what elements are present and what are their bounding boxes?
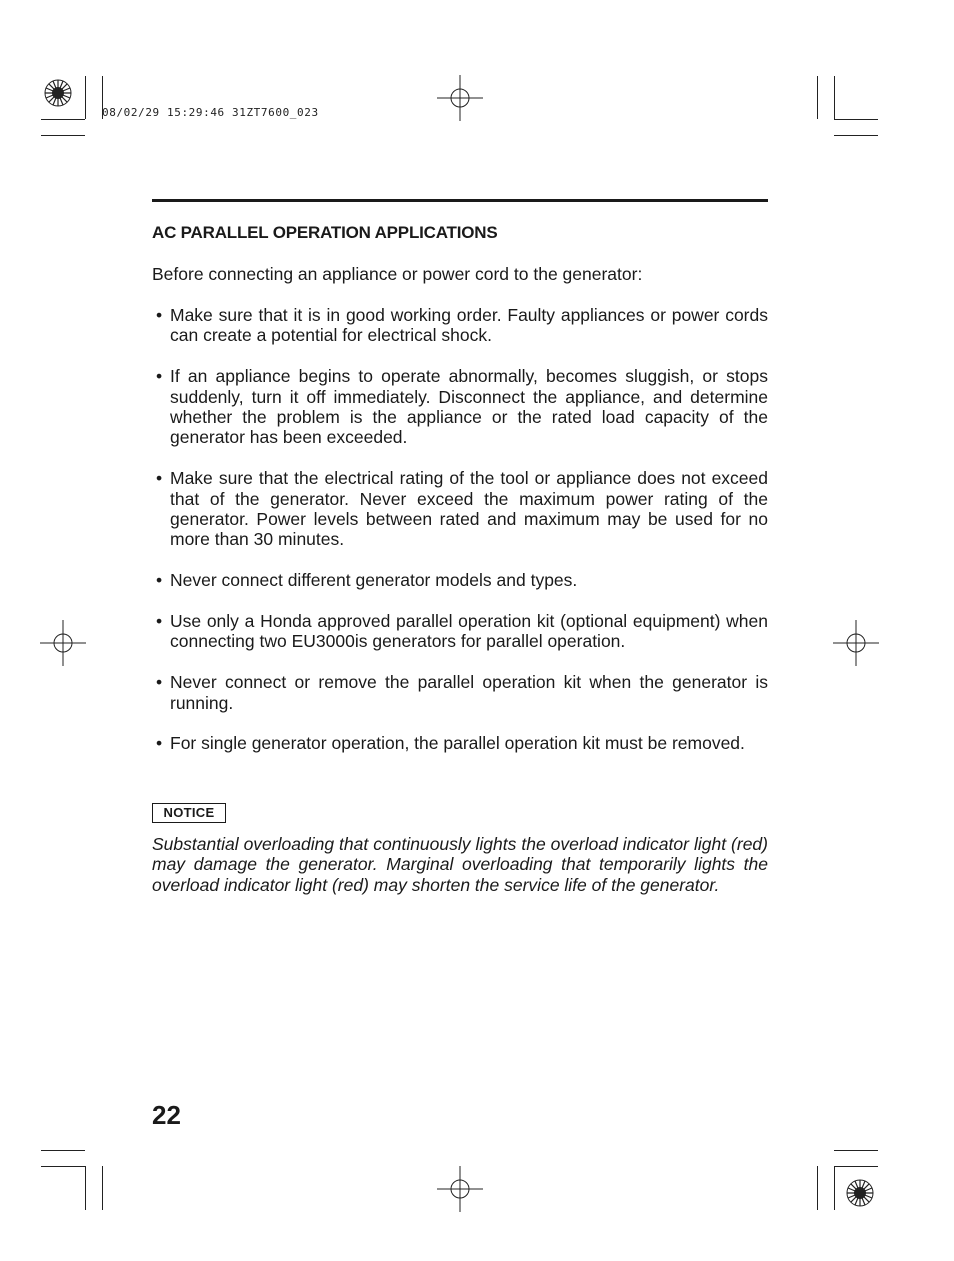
registration-cross-top-icon	[437, 75, 483, 121]
list-item-text: Never connect or remove the parallel operation kit when the generator is running.	[170, 672, 768, 713]
intro-text: Before connecting an appliance or power cord to the generator:	[152, 264, 643, 284]
crop-mark-bottom-right-h2	[834, 1166, 878, 1167]
crop-mark-top-right-h	[834, 119, 878, 120]
crop-mark-top-right-v	[817, 76, 818, 119]
registration-target-bottom-icon	[845, 1178, 875, 1208]
list-item	[152, 570, 768, 590]
registration-cross-left-icon	[40, 620, 86, 666]
list-item-text: Make sure that the electrical rating of the tool or appliance does not exceed that of the generator. Never exceed the maximum power rating of the generator. Power levels between rated and maximum may be used for no more than 30 minutes.	[170, 468, 768, 550]
notice-text: Substantial overloading that continuously lights the overload indicator light (red) may damage the generator. Marginal overloading that temporarily lights the overload indicator light (red) may shorten the service life of the generator.	[152, 834, 768, 895]
crop-mark-top-right-h2	[834, 135, 878, 136]
crop-mark-bottom-right-v	[817, 1166, 818, 1210]
print-slug: 08/02/29 15:29:46 31ZT7600_023	[102, 106, 319, 119]
bullet-icon: •	[156, 733, 163, 754]
notice-label: NOTICE	[152, 803, 226, 823]
crop-mark-bottom-left-v	[85, 1166, 86, 1210]
crop-mark-top-left-v	[85, 76, 86, 119]
crop-mark-bottom-left-h2	[41, 1166, 85, 1167]
list-item-text: Use only a Honda approved parallel operation kit (optional equipment) when connecting two EU3000is generators for parallel operation.	[170, 611, 768, 652]
list-item	[152, 366, 768, 448]
list-item	[152, 611, 768, 652]
bullet-icon: •	[156, 570, 163, 591]
bullet-icon: •	[156, 366, 163, 387]
precaution-list	[152, 305, 768, 774]
list-item	[152, 672, 768, 713]
crop-mark-top-left-h	[41, 119, 85, 120]
list-item-text: Never connect different generator models and types.	[170, 570, 578, 591]
crop-mark-bottom-left-h	[41, 1150, 85, 1151]
bullet-icon: •	[156, 672, 163, 693]
registration-target-icon	[43, 78, 73, 108]
page-number: 22	[152, 1100, 181, 1130]
crop-mark-top-left-h2	[41, 135, 85, 136]
list-item	[152, 305, 768, 346]
section-heading: AC PARALLEL OPERATION APPLICATIONS	[152, 223, 498, 242]
crop-mark-bottom-right-v2	[834, 1166, 835, 1210]
crop-mark-bottom-left-v2	[102, 1166, 103, 1210]
registration-cross-right-icon	[833, 620, 879, 666]
bullet-icon: •	[156, 305, 163, 325]
list-item-text: For single generator operation, the parallel operation kit must be removed.	[170, 733, 745, 754]
list-item	[152, 733, 768, 753]
crop-mark-bottom-right-h	[834, 1150, 878, 1151]
registration-cross-bottom-icon	[437, 1166, 483, 1212]
header-rule	[152, 199, 768, 202]
list-item-text: If an appliance begins to operate abnormally, becomes sluggish, or stops suddenly, turn it off immediately. Disconnect the appliance, and determine whether the problem is the appliance or the rated load capacity of the generator has been exceeded.	[170, 366, 768, 448]
crop-mark-top-right-v2	[834, 76, 835, 119]
bullet-icon: •	[156, 611, 163, 632]
list-item	[152, 468, 768, 550]
list-item-text: Make sure that it is in good working order. Faulty appliances or power cords can create a potential for electrical shock.	[170, 305, 768, 346]
bullet-icon: •	[156, 468, 163, 489]
